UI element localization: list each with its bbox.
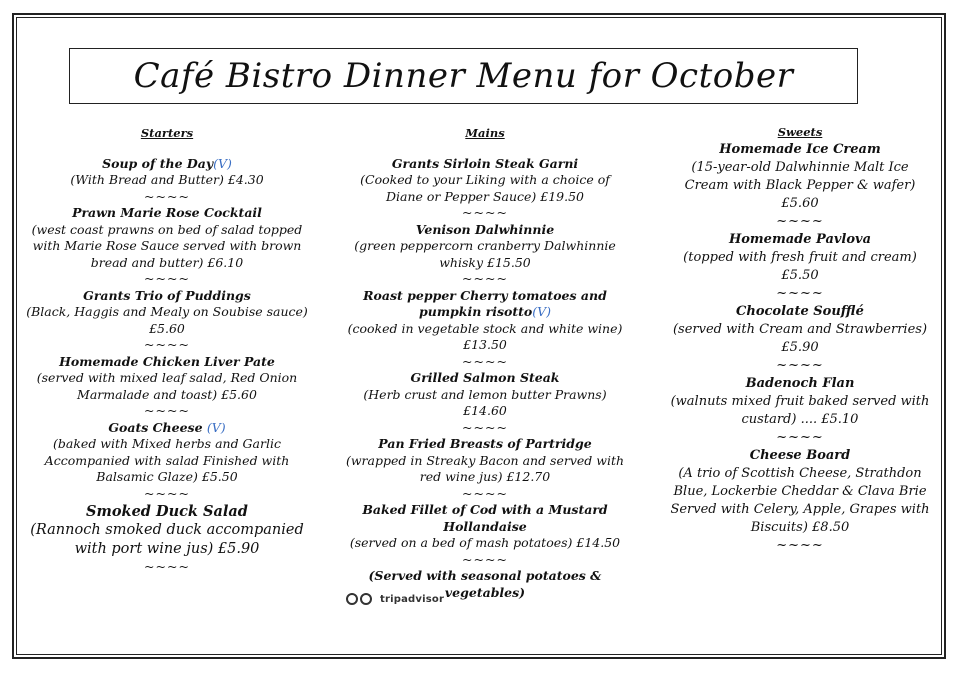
- starter-item-name: Goats Cheese (V): [108, 419, 226, 435]
- starter-item-desc: (served with mixed leaf salad, Red Onion Marmalade and toast) £5.60: [36, 370, 298, 402]
- tripadvisor-logo: [344, 593, 444, 605]
- menu-title: Café Bistro Dinner Menu for October: [133, 56, 794, 96]
- separator: ~~~~: [462, 485, 508, 501]
- vegetarian-mark: (V): [532, 304, 552, 319]
- separator: ~~~~: [462, 551, 508, 567]
- starter-item-name: Grants Trio of Puddings: [83, 287, 251, 303]
- separator: ~~~~: [144, 271, 190, 286]
- separator: ~~~~: [144, 188, 190, 204]
- separator: ~~~~: [462, 353, 508, 369]
- main-item-desc: (green peppercorn cranberry Dalwhinnie whisky £15.50: [354, 238, 616, 270]
- sweet-item-desc: (15-year-old Dalwhinnie Malt Ice Cream with Black Pepper & wafer) £5.60: [684, 160, 916, 211]
- main-item-name: Venison Dalwhinnie: [415, 221, 555, 237]
- mains-footer-note: (Served with seasonal potatoes & vegetables): [368, 568, 602, 600]
- sweet-item-name: Homemade Ice Cream: [719, 142, 881, 157]
- sweet-item-desc: (A trio of Scottish Cheese, Strathdon Blue, Lockerbie Cheddar & Clava Brie Served with Celery, Apple, Grapes with Biscuits) £8.50: [670, 466, 930, 535]
- sweet-item-name: Badenoch Flan: [745, 376, 855, 391]
- separator: ~~~~: [144, 559, 190, 574]
- separator: ~~~~: [144, 485, 190, 501]
- separator: ~~~~: [776, 538, 824, 553]
- sweet-item-name: Chocolate Soufflé: [736, 304, 864, 319]
- starter-item-name: Homemade Chicken Liver Pate: [59, 353, 275, 369]
- vegetarian-mark: (V): [213, 155, 232, 171]
- main-item-name: Grants Sirloin Steak Garni: [391, 155, 579, 171]
- separator: ~~~~: [776, 358, 824, 373]
- starters-column: [22, 125, 312, 576]
- tripadvisor-logo-text: tripadvisor: [380, 593, 445, 605]
- sweets-column: [668, 123, 932, 555]
- sweet-item-desc: (walnuts mixed fruit baked served with custard) .... £5.10: [670, 394, 930, 427]
- starter-item-desc: (baked with Mixed herbs and Garlic Accompanied with salad Finished with Balsamic Glaze) £5.50: [44, 436, 290, 484]
- separator: ~~~~: [462, 271, 508, 286]
- separator: ~~~~: [776, 430, 824, 445]
- main-item-desc: (cooked in vegetable stock and white wine) £13.50: [347, 320, 623, 352]
- sweet-item-desc: (served with Cream and Strawberries) £5.90: [672, 322, 928, 355]
- starter-item-name: Smoked Duck Salad: [86, 503, 248, 520]
- separator: ~~~~: [776, 286, 824, 301]
- starter-item-desc: (Black, Haggis and Mealy on Soubise sauce) £5.60: [26, 304, 308, 336]
- main-item-name: Baked Fillet of Cod with a Mustard Hollandaise: [362, 502, 608, 534]
- sweet-item-name: Cheese Board: [749, 448, 851, 463]
- main-item-name: Roast pepper Cherry tomatoes and pumpkin risotto(V): [363, 287, 607, 319]
- main-item-desc: (wrapped in Streaky Bacon and served with red wine jus) £12.70: [345, 452, 625, 484]
- mains-column: [345, 125, 625, 601]
- separator: ~~~~: [144, 337, 190, 352]
- mains-heading: Mains: [465, 126, 505, 140]
- main-item-desc: (Cooked to your Liking with a choice of Diane or Pepper Sauce) £19.50: [360, 172, 610, 204]
- starter-item-name: Prawn Marie Rose Cocktail: [72, 205, 262, 220]
- title-box: [69, 48, 858, 104]
- starters-heading: Starters: [140, 126, 194, 140]
- separator: ~~~~: [144, 403, 190, 418]
- sweets-heading: Sweets: [777, 125, 823, 139]
- vegetarian-mark: (V): [206, 419, 226, 435]
- sweet-item-name: Homemade Pavlova: [728, 232, 872, 247]
- starter-item-desc: (west coast prawns on bed of salad topped with Marie Rose Sauce served with brown bread and butter) £6.10: [31, 221, 303, 270]
- starter-item-name: Soup of the Day(V): [102, 155, 232, 171]
- separator: ~~~~: [462, 419, 508, 435]
- starter-item-desc: (With Bread and Butter) £4.30: [70, 172, 264, 187]
- separator: ~~~~: [462, 205, 508, 220]
- tripadvisor-owl-icon: [344, 593, 376, 605]
- main-item-desc: (Herb crust and lemon butter Prawns) £14.60: [363, 386, 607, 418]
- separator: ~~~~: [776, 214, 824, 229]
- starter-item-desc: (Rannoch smoked duck accompanied with port wine jus) £5.90: [30, 522, 304, 557]
- sweet-item-desc: (topped with fresh fruit and cream) £5.50: [683, 250, 917, 283]
- main-item-desc: (served on a bed of mash potatoes) £14.50: [349, 535, 621, 550]
- main-item-name: Pan Fried Breasts of Partridge: [378, 436, 592, 451]
- main-item-name: Grilled Salmon Steak: [410, 370, 560, 385]
